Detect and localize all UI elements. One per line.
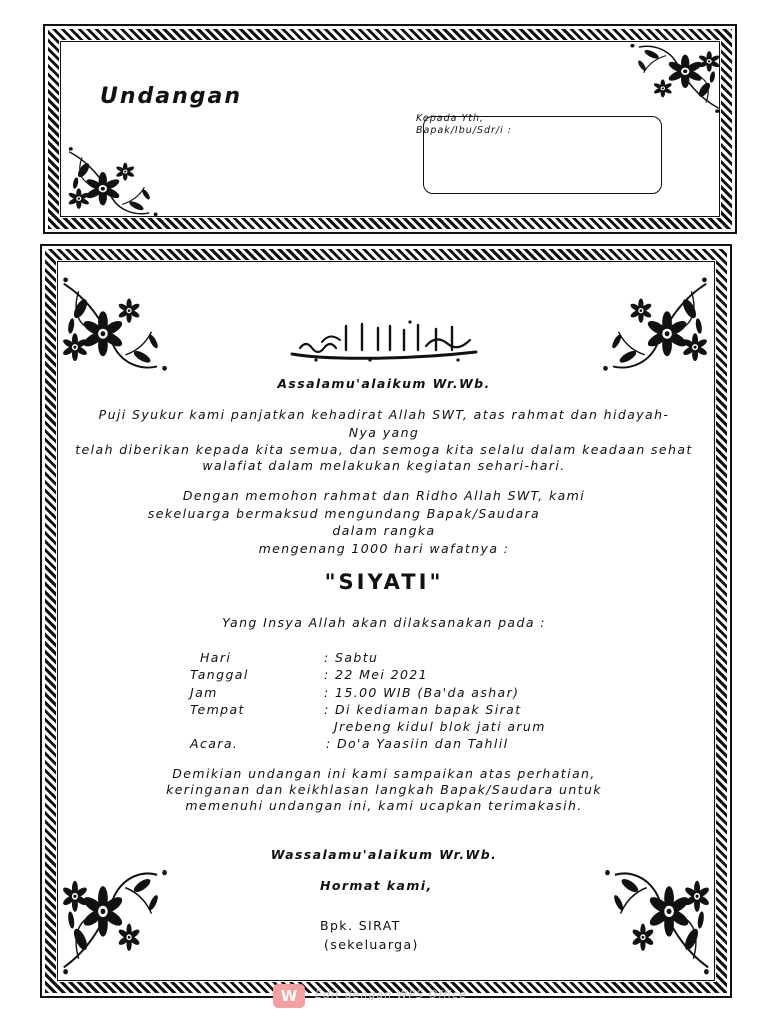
recipient-label (416, 113, 512, 137)
floral-ornament-icon (60, 276, 172, 376)
recipient-line: Bapak/Ibu/Sdr/i : (416, 125, 512, 136)
detail-value: : Di kediaman bapak Sirat (324, 702, 522, 717)
regards-text: Hormat kami, (320, 878, 433, 893)
detail-value: : Sabtu (324, 650, 379, 665)
signer-name: Bpk. SIRAT (320, 918, 401, 933)
envelope-title: Undangan (100, 84, 243, 109)
paragraph-line: walafiat dalam melakukan kegiatan sehari-hari. (202, 458, 566, 473)
closing-line: Demikian undangan ini kami sampaikan atas perhatian, (172, 766, 596, 781)
floral-ornament-icon (66, 146, 162, 220)
signer-note: (sekeluarga) (324, 937, 419, 952)
paragraph-line: telah diberikan kepada kita semua, dan semoga kita selalu dalam keadaan sehat (75, 442, 693, 457)
schedule-intro: Yang Insya Allah akan dilaksanakan pada : (222, 615, 546, 630)
detail-value: : Do'a Yaasiin dan Tahlil (326, 736, 509, 751)
deceased-name: "SIYATI" (324, 570, 444, 594)
recipient-line: Kepada Yth, (416, 113, 485, 124)
detail-label: Acara. (190, 736, 239, 751)
detail-label: Tempat (190, 702, 245, 717)
detail-value: Jrebeng kidul blok jati arum (334, 719, 546, 734)
floral-ornament-icon (600, 864, 712, 976)
floral-ornament-icon (626, 40, 722, 114)
paragraph-line: dalam rangka (332, 523, 436, 538)
paragraph-line: Puji Syukur kami panjatkan kehadirat Allah SWT, atas rahmat dan hidayah- (98, 407, 670, 422)
paragraph-line: Dengan memohon rahmat dan Ridho Allah SWT, kami (182, 488, 586, 503)
paragraph-line: sekeluarga bermaksud mengundang Bapak/Saudara (147, 506, 541, 521)
paragraph-line: mengenang 1000 hari wafatnya : (258, 541, 510, 556)
bismillah-calligraphy-icon (286, 318, 482, 364)
detail-label: Tanggal (190, 667, 249, 682)
detail-value: : 15.00 WIB (Ba'da ashar) (324, 685, 520, 700)
closing-greeting: Wassalamu'alaikum Wr.Wb. (270, 847, 498, 862)
floral-ornament-icon (598, 276, 710, 376)
closing-line: memenuhi undangan ini, kami ucapkan terimakasih. (185, 798, 583, 813)
closing-line: keringanan dan keikhlasan langkah Bapak/Saudara untuk (166, 782, 602, 797)
detail-label: Hari (200, 650, 232, 665)
floral-ornament-icon (60, 864, 172, 976)
wps-logo-icon: W (273, 984, 305, 1008)
watermark-text: Edit dengan WPS Office (315, 988, 467, 1001)
paragraph-line: Nya yang (348, 425, 420, 440)
detail-label: Jam (190, 685, 218, 700)
detail-value: : 22 Mei 2021 (324, 667, 428, 682)
opening-greeting: Assalamu'alaikum Wr.Wb. (277, 376, 491, 391)
wps-watermark (273, 984, 503, 1010)
